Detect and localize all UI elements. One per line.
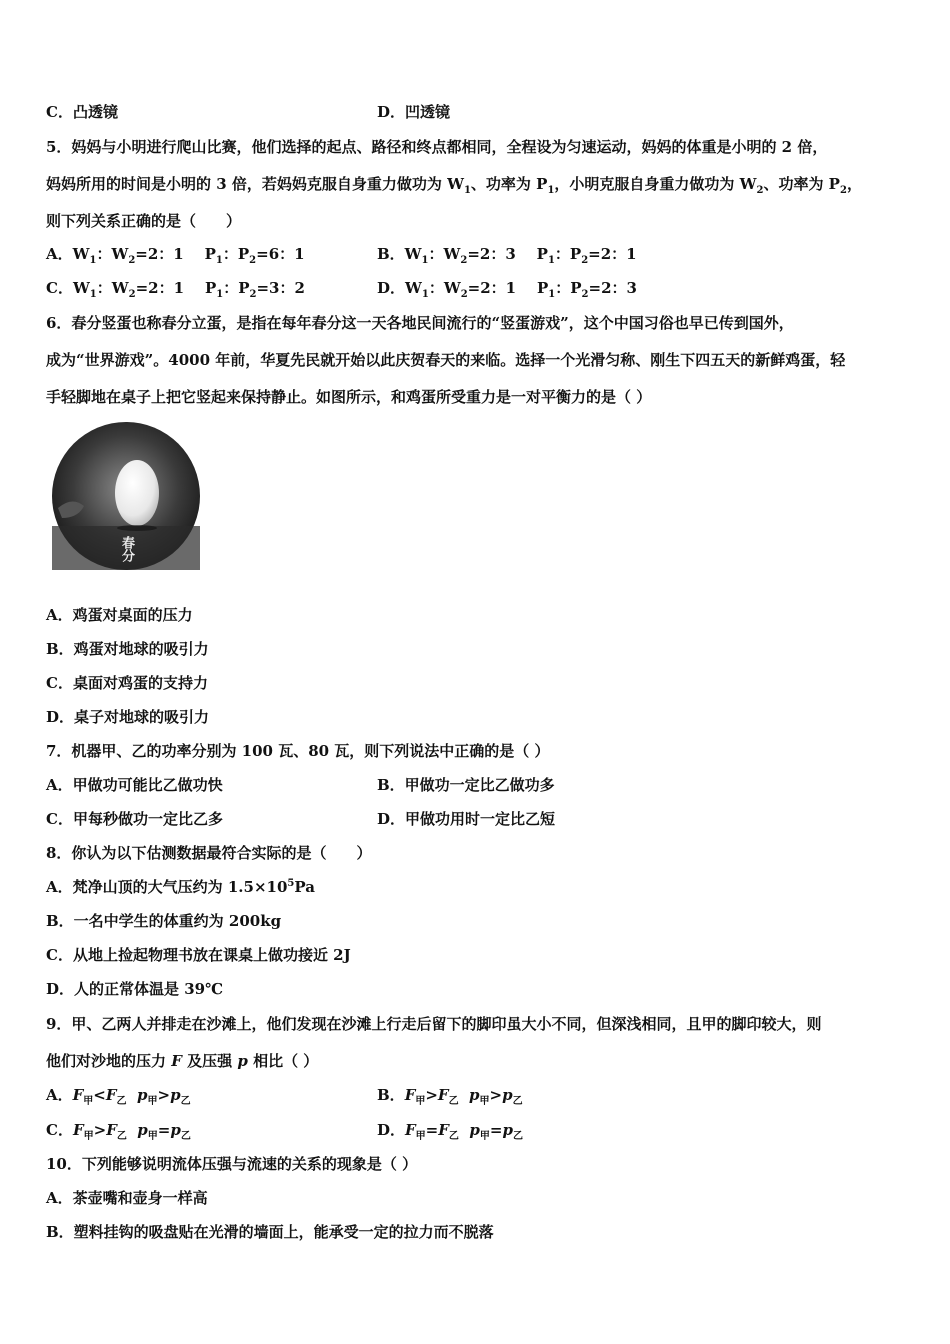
q4-option-c: C．凸透镜 bbox=[46, 103, 118, 121]
q10-stem: 10．下列能够说明流体压强与流速的关系的现象是（ ） bbox=[46, 1155, 418, 1173]
q8-stem: 8．你认为以下估测数据最符合实际的是（ ） bbox=[46, 844, 372, 862]
figure-caption: 春分 bbox=[119, 536, 134, 562]
q8-option-d: D．人的正常体温是 39℃ bbox=[46, 980, 224, 998]
q9-stem-line1: 9．甲、乙两人并排走在沙滩上，他们发现在沙滩上行走后留下的脚印虽大小不同，但深浅相同，且甲的脚印较大，则 bbox=[46, 1015, 822, 1033]
q10-option-a: A．茶壶嘴和壶身一样高 bbox=[46, 1189, 208, 1207]
q6-option-d: D．桌子对地球的吸引力 bbox=[46, 708, 210, 726]
q5-stem-line3: 则下列关系正确的是（ ） bbox=[46, 212, 242, 230]
q5-stem-line2: 妈妈所用的时间是小明的 3 倍，若妈妈克服自身重力做功为 $W_1$、功率为 $P_1$，小明克服自身重力做功为 $W_2$、功率为 $P_2$， bbox=[46, 175, 862, 196]
q8-option-b: B．一名中学生的体重约为 200kg bbox=[46, 912, 282, 930]
egg-standing-figure bbox=[52, 422, 200, 570]
q5-option-a: A．$W_1$：$W_2=2$：1 $P_1$：$P_2=6$：1 bbox=[46, 245, 305, 266]
q6-option-c: C．桌面对鸡蛋的支持力 bbox=[46, 674, 208, 692]
q7-option-b: B．甲做功一定比乙做功多 bbox=[377, 776, 555, 794]
q10-option-b: B．塑料挂钩的吸盘贴在光滑的墙面上，能承受一定的拉力而不脱落 bbox=[46, 1223, 494, 1241]
q6-stem-line1: 6．春分竖蛋也称春分立蛋，是指在每年春分这一天各地民间流行的“竖蛋游戏”，这个中国习俗也早已传到国外， bbox=[46, 314, 794, 332]
q6-stem-line2: 成为“世界游戏”。4000 年前，华夏先民就开始以此庆贺春天的来临。选择一个光滑匀称、刚生下四五天的新鲜鸡蛋，轻 bbox=[46, 351, 846, 369]
q5-option-b: B．$W_1$：$W_2=2$：3 $P_1$：$P_2=2$：1 bbox=[377, 245, 637, 266]
q9-option-a: A．$F_甲<F_乙$ $p_甲>p_乙$ bbox=[46, 1086, 191, 1107]
q7-stem: 7．机器甲、乙的功率分别为 100 瓦、80 瓦，则下列说法中正确的是（ ） bbox=[46, 742, 550, 760]
q7-option-c: C．甲每秒做功一定比乙多 bbox=[46, 810, 223, 828]
q6-stem-line3: 手轻脚地在桌子上把它竖起来保持静止。如图所示，和鸡蛋所受重力是一对平衡力的是（ ） bbox=[46, 388, 652, 406]
q8-option-c: C．从地上捡起物理书放在课桌上做功接近 2J bbox=[46, 946, 351, 964]
q6-option-a: A．鸡蛋对桌面的压力 bbox=[46, 606, 193, 624]
q9-stem-line2: 他们对沙地的压力 F 及压强 p 相比（ ） bbox=[46, 1052, 319, 1070]
q7-option-d: D．甲做功用时一定比乙短 bbox=[377, 810, 556, 828]
q4-option-d: D．凹透镜 bbox=[377, 103, 451, 121]
q9-option-c: C．$F_甲>F_乙$ $p_甲=p_乙$ bbox=[46, 1121, 191, 1142]
q9-option-d: D．$F_甲=F_乙$ $p_甲=p_乙$ bbox=[377, 1121, 523, 1142]
q6-option-b: B．鸡蛋对地球的吸引力 bbox=[46, 640, 209, 658]
q9-option-b: B．$F_甲>F_乙$ $p_甲>p_乙$ bbox=[377, 1086, 523, 1107]
q5-stem-line1: 5．妈妈与小明进行爬山比赛，他们选择的起点、路径和终点都相同，全程设为匀速运动，妈妈的体重是小明的 2 倍， bbox=[46, 138, 828, 156]
q7-option-a: A．甲做功可能比乙做功快 bbox=[46, 776, 223, 794]
q5-option-c: C．$W_1$：$W_2=2$：1 $P_1$：$P_2=3$：2 bbox=[46, 279, 305, 300]
q5-option-d: D．$W_1$：$W_2=2$：1 $P_1$：$P_2=2$：3 bbox=[377, 279, 637, 300]
q8-option-a: A．梵净山顶的大气压约为 $1.5\times 10^5Pa$ bbox=[46, 878, 315, 896]
